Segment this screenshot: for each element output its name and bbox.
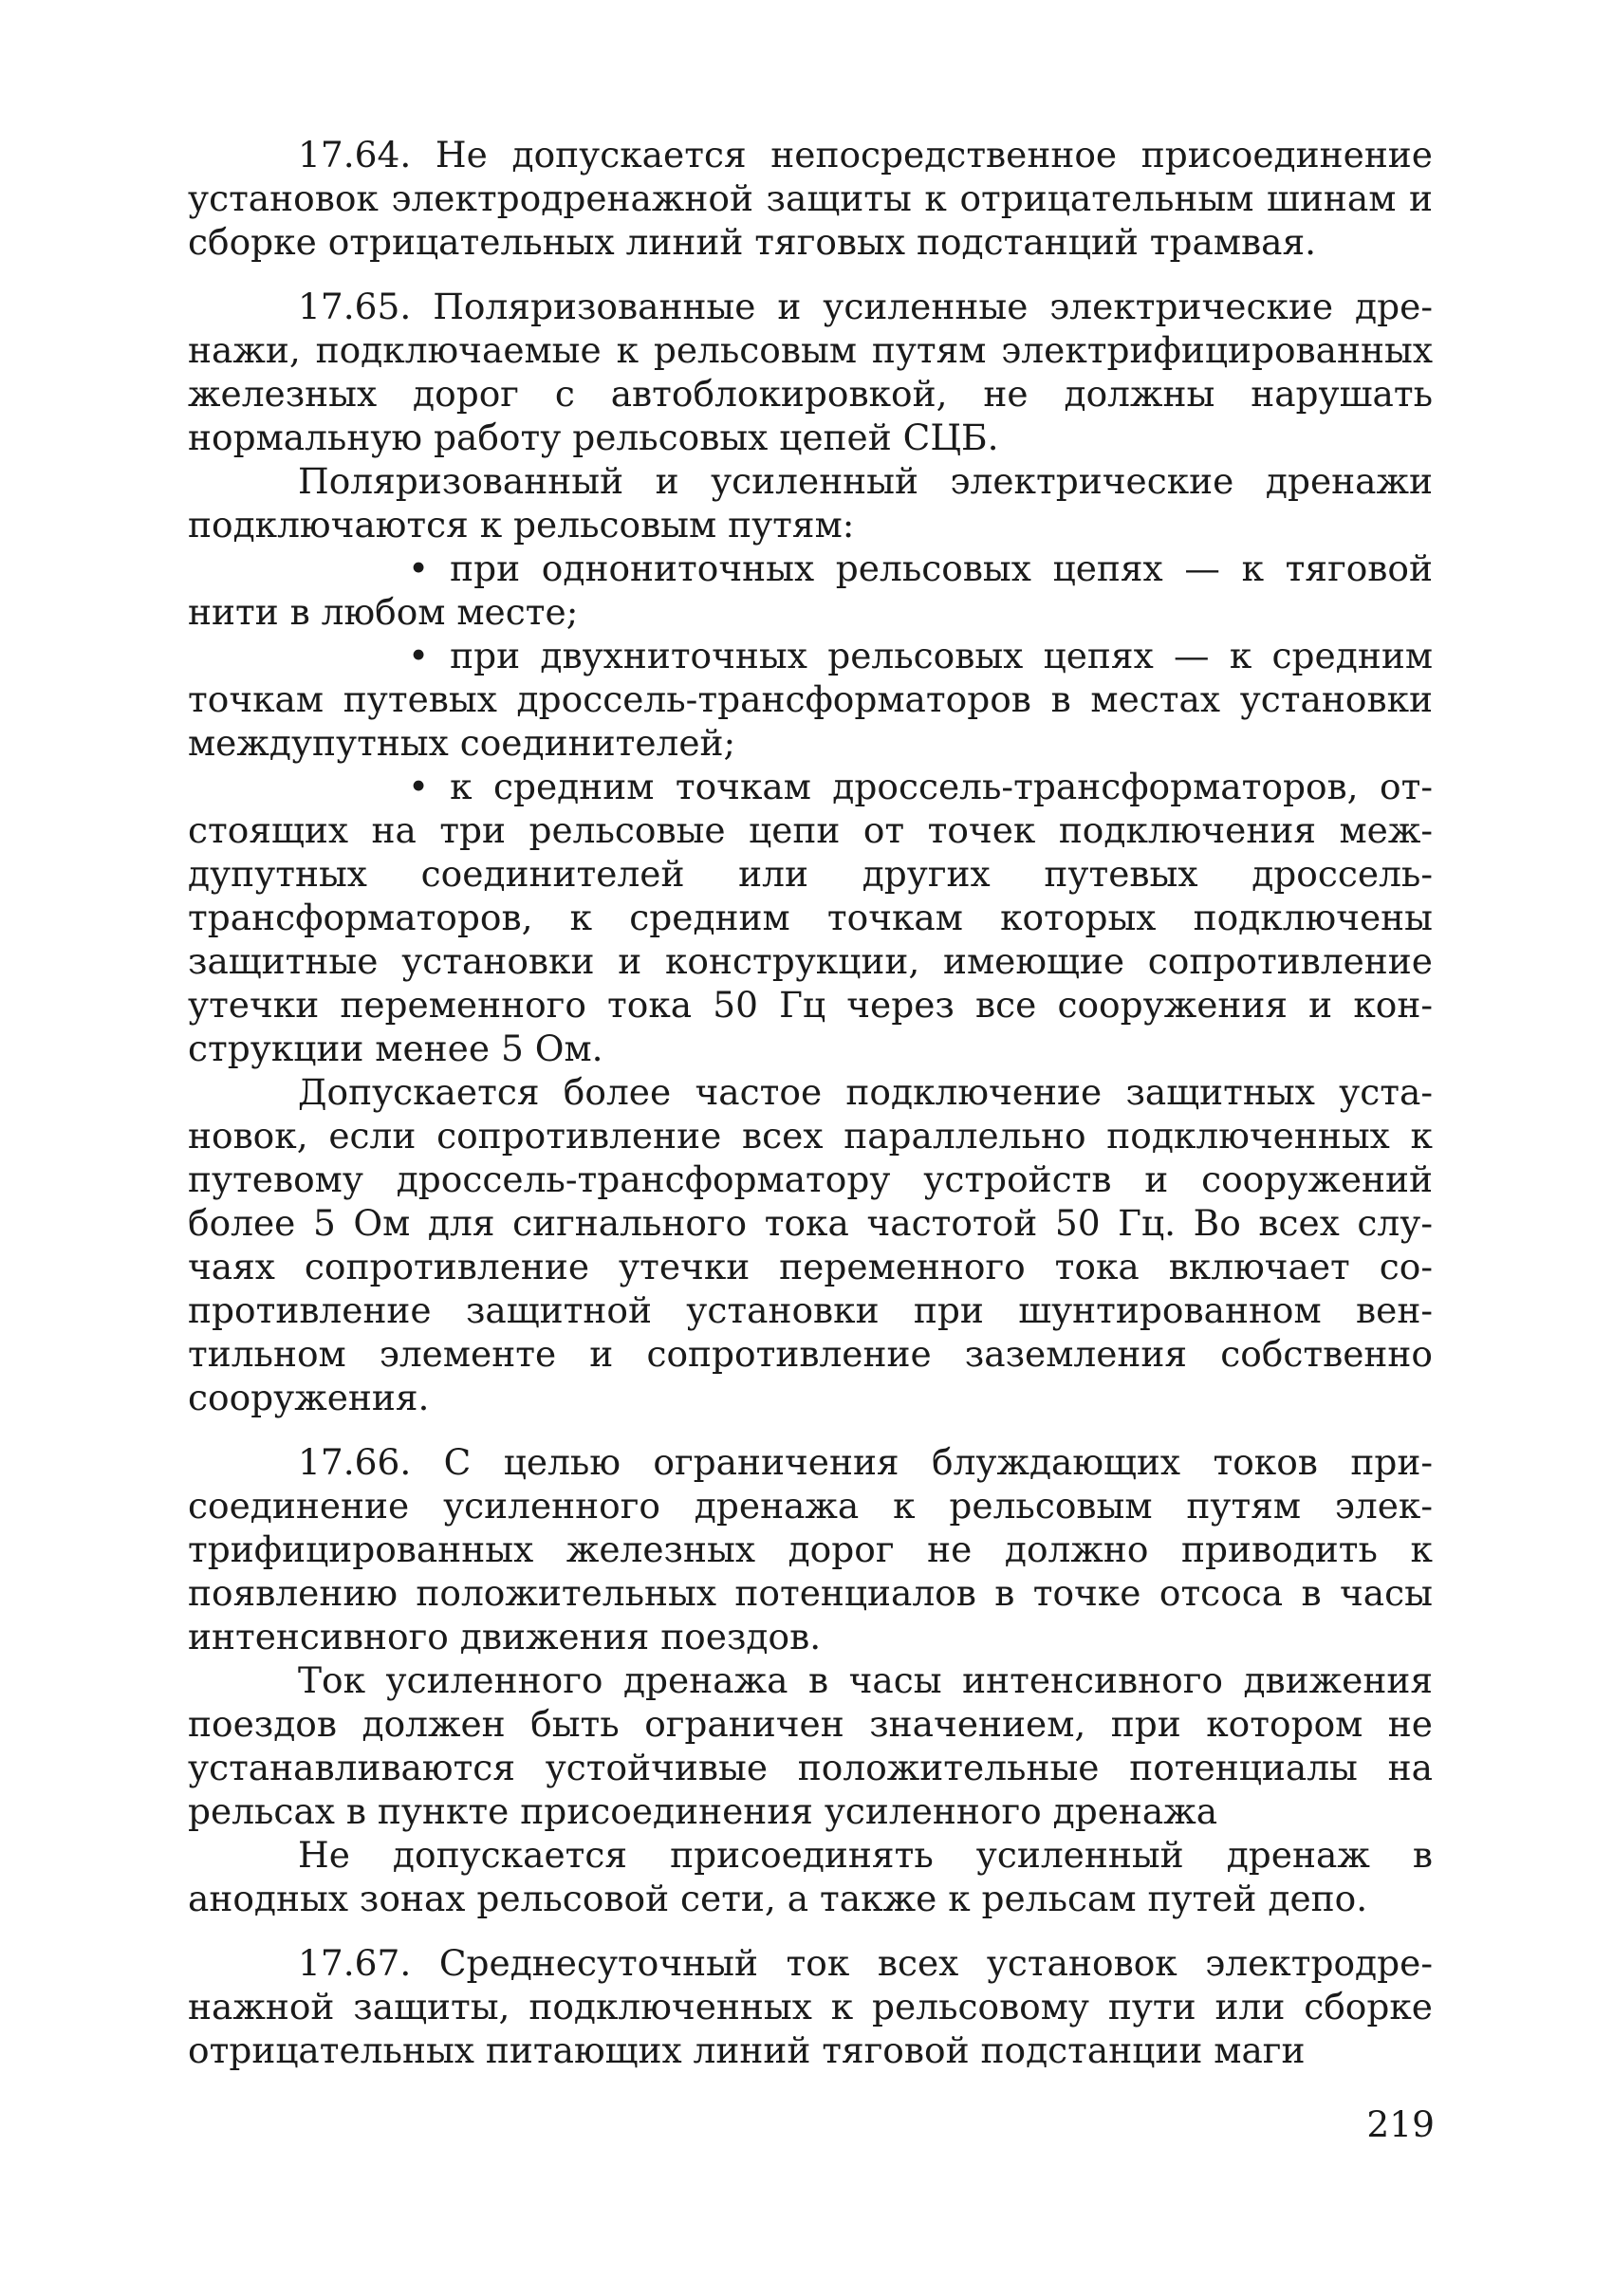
paragraph-frequent-connection: Допускается более частое подключение защитных установок, если сопротивление всех параллельно подключенных к путевому дроссель-трансформатору устройств и сооружений более 5 Ом для сигнального тока частотой 50 Гц. Во всех случаях сопротивление утечки переменного тока включает сопротивление защитной установки при шунтированном вентильном элементе и сопротивление заземления собственно сооружения. bbox=[188, 1071, 1433, 1418]
page-number: 219 bbox=[1366, 2103, 1435, 2145]
bullet-text: к средним точкам дроссель-трансформаторов, отстоящих на три рельсовые цепи от точек подключения междупутных соединителей или других путевых дроссель-трансформаторов, к средним точкам которых подключены защитные установки и конструкции, имеющие сопротивление утечки переменного тока 50 Гц через все сооружения и конструкции менее 5 Ом. bbox=[188, 766, 1433, 1069]
bullet-icon: • bbox=[408, 635, 430, 676]
bullet-icon: • bbox=[408, 766, 430, 807]
paragraph-drain-current-limit: Ток усиленного дренажа в часы интенсивного движения поездов должен быть ограничен значением, при котором не устанавливаются устойчивые положительные потенциалы на рельсах в пункте присоединения усиленного дренажа bbox=[188, 1659, 1433, 1832]
paragraph-17-64: 17.64. Не допускается непосредственное присоединение установок электродренажной защиты к отрицательным шинам и сборке отрицательных линий тяговых подстанций трамвая. bbox=[188, 134, 1433, 263]
bullet-item-double-thread bbox=[188, 634, 1433, 765]
paragraph-17-66: 17.66. С целью ограничения блуждающих токов присоединение усиленного дренажа к рельсовым путям электрифицированных железных дорог не должно приводить к появлению положительных потенциалов в точке отсоса в часы интенсивного движения поездов. bbox=[188, 1441, 1433, 1657]
paragraph-anode-zones: Не допускается присоединять усиленный дренаж в анодных зонах рельсовой сети, а также к рельсам путей депо. bbox=[188, 1834, 1433, 1919]
paragraph-17-67: 17.67. Среднесуточный ток всех установок электродренажной защиты, подключенных к рельсовому пути или сборке отрицательных питающих линий тяговой подстанции маги bbox=[188, 1942, 1433, 2071]
bullet-icon: • bbox=[408, 547, 430, 589]
bullet-text: при однониточных рельсовых цепях — к тяговой нити в любом месте; bbox=[188, 547, 1433, 633]
paragraph-17-65: 17.65. Поляризованные и усиленные электрические дренажи, подключаемые к рельсовым путям электрифицированных железных дорог с автоблокировкой, не должны нарушать нормальную работу рельсовых цепей СЦБ. bbox=[188, 286, 1433, 458]
bullet-item-midpoints bbox=[188, 765, 1433, 1070]
document-body bbox=[188, 133, 1433, 2072]
paragraph-drain-connection-intro: Поляризованный и усиленный электрические дренажи подключаются к рельсовым путям: bbox=[188, 460, 1433, 546]
bullet-item-single-thread bbox=[188, 546, 1433, 634]
bullet-text: при двухниточных рельсовых цепях — к средним точкам путевых дроссель-трансформаторов в местах установки междупутных соединителей; bbox=[188, 635, 1433, 764]
